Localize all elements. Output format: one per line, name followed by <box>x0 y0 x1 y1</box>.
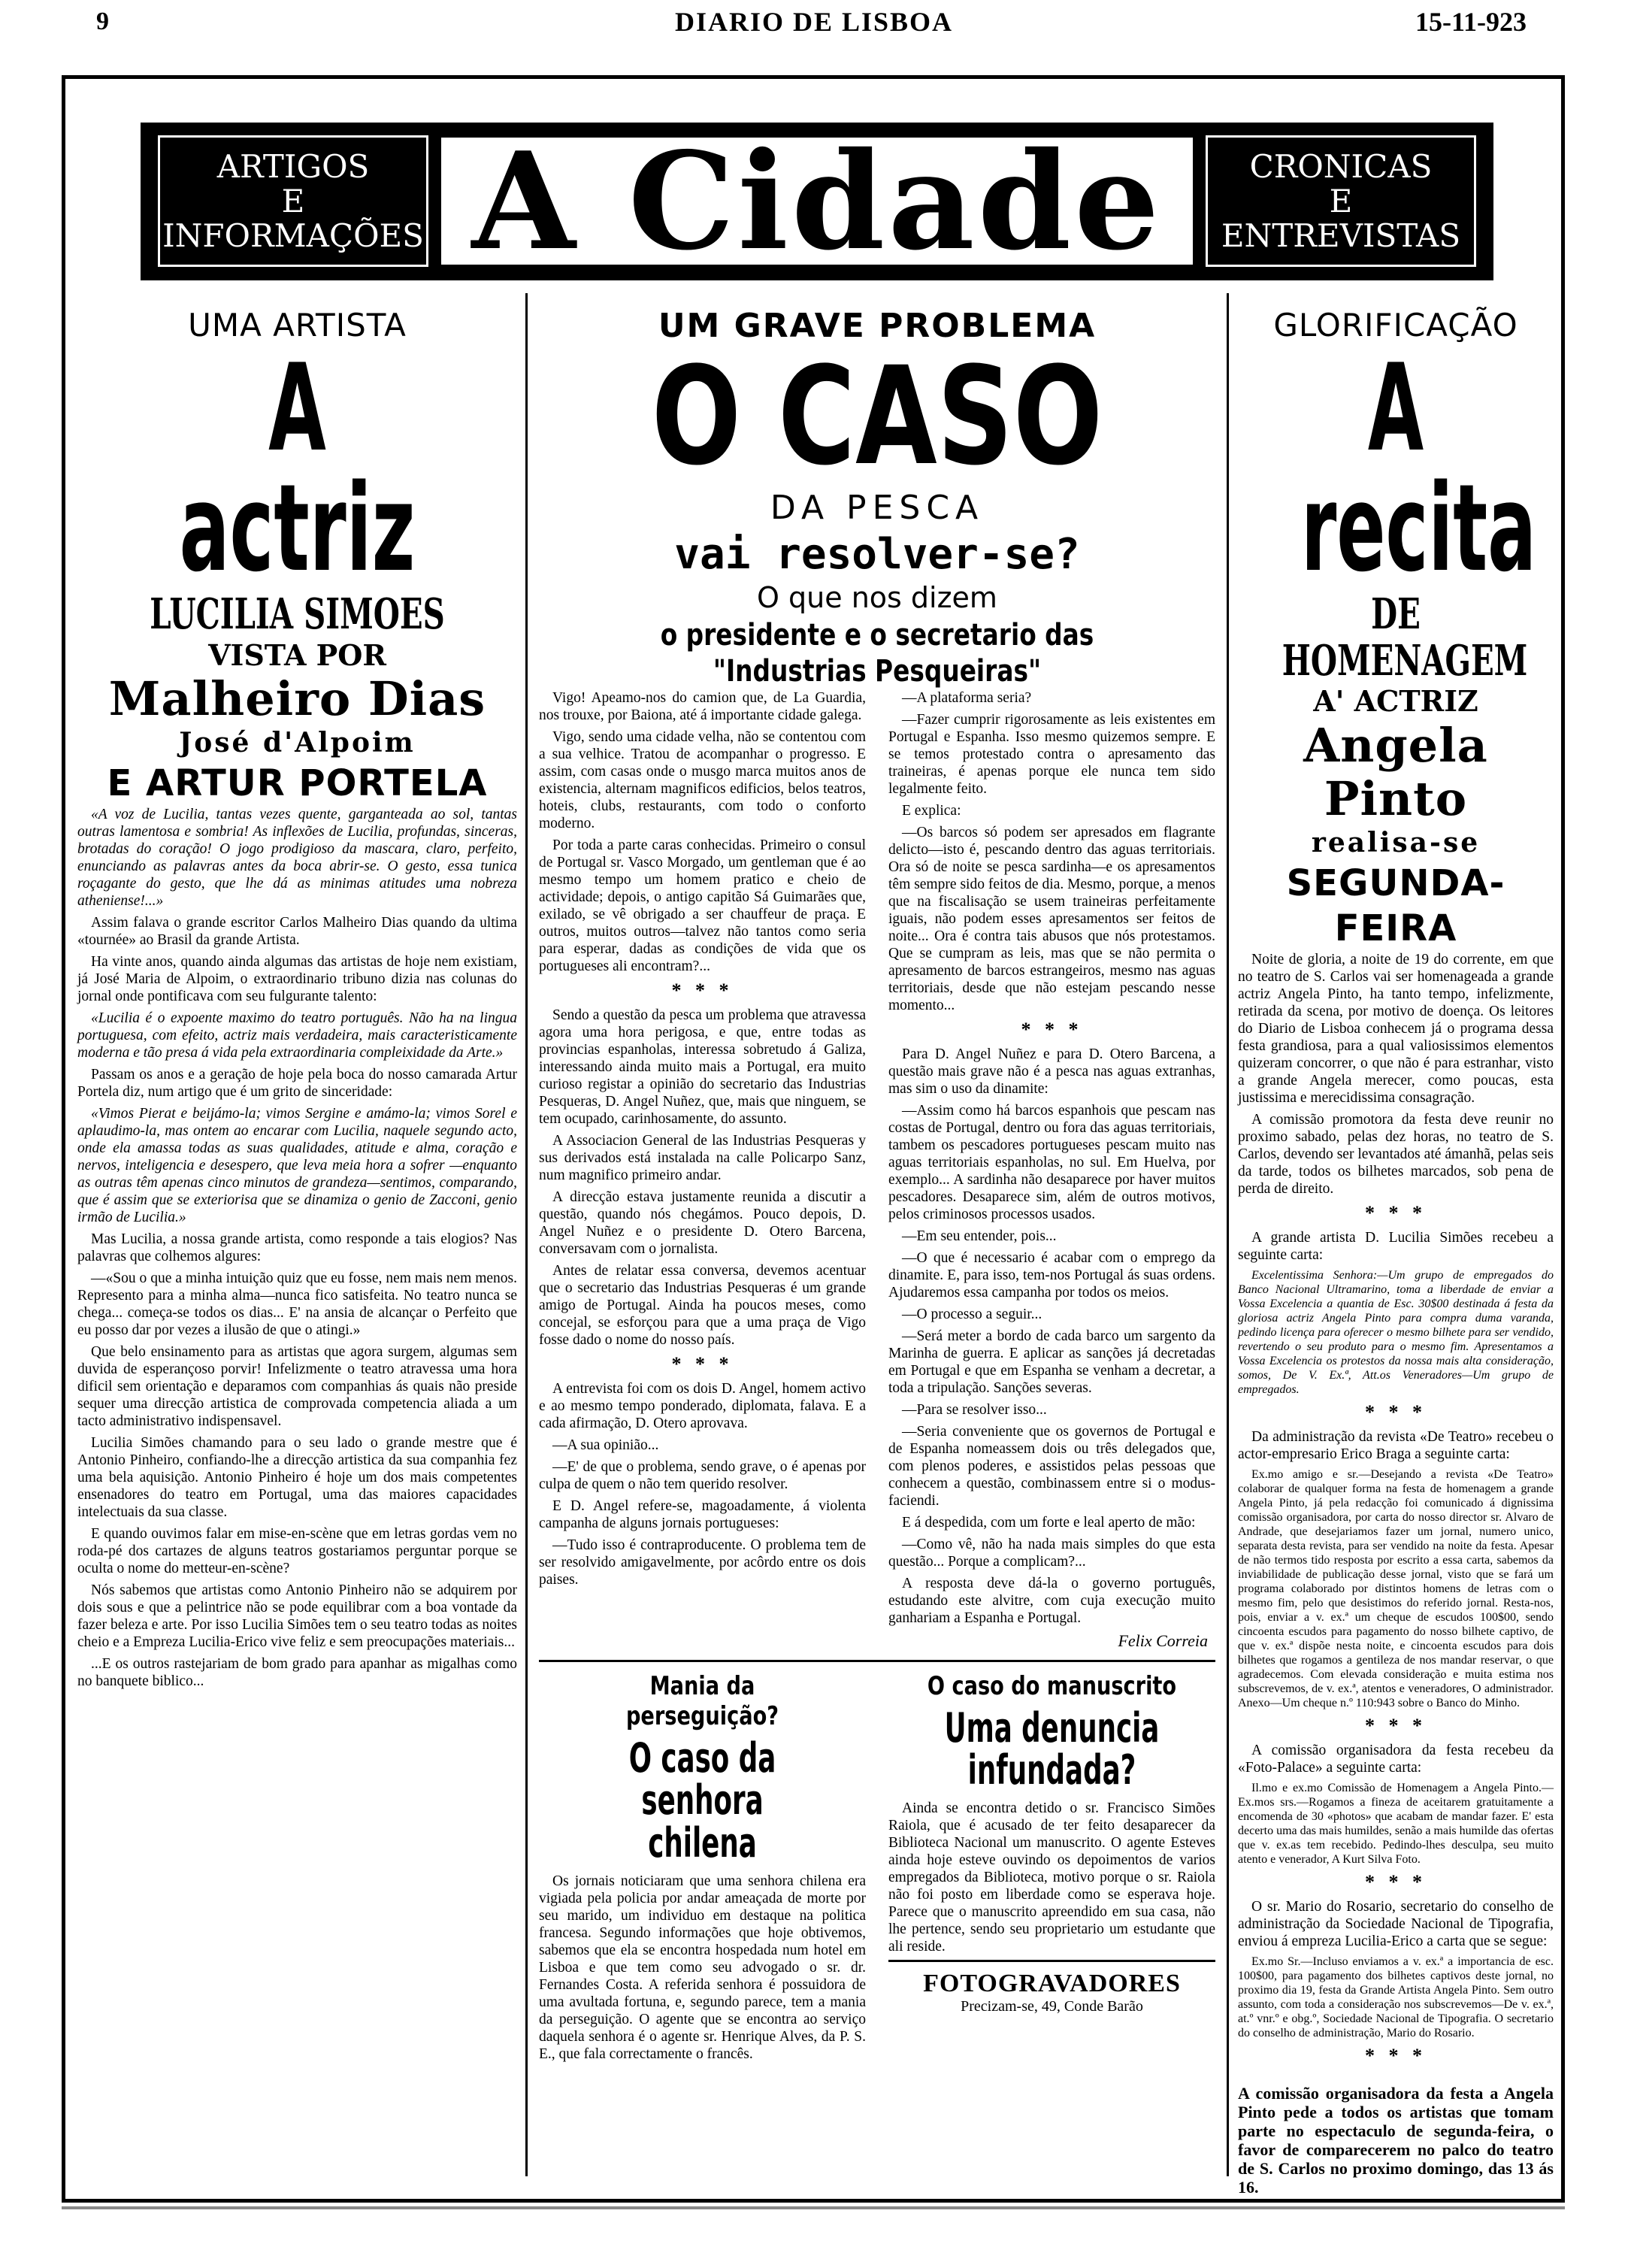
page-header <box>0 0 1628 38</box>
subheadline: VISTA POR <box>208 637 386 672</box>
masthead-left-box <box>158 135 428 267</box>
paragraph: A comissão organisadora da festa recebeu da «Foto-Palace» a seguinte carta: <box>1238 1743 1554 1776</box>
paragraph: A entrevista foi com os dois D. Angel, homem activo e ao mesmo tempo ponderado, diplomata, falava. E a cada afirmação, D. Otero aprovava. <box>539 1380 866 1431</box>
subheadline: realisa-se <box>1311 827 1481 859</box>
subheadline: LUCILIA SIMOES <box>150 589 445 639</box>
news-manuscrito <box>888 1667 1215 2067</box>
column-rule <box>525 293 528 2176</box>
column-rule <box>1227 293 1229 2176</box>
separator: * * * <box>1365 1202 1427 1225</box>
newspaper-name: DIARIO DE LISBOA <box>674 7 954 37</box>
paragraph: Antes de relatar essa conversa, devemos acentuar que o secretario das Industrias Pesqueras é um grande amigo de Portugal. Ainda ha poucos meses, como concejal, se esforçou para que a uma praça de Vigo fosse dado o nome do nosso país. <box>539 1262 866 1348</box>
masthead <box>141 123 1493 280</box>
signature: Felix Correia <box>1118 1631 1208 1650</box>
separator: * * * <box>1365 1401 1427 1424</box>
article-pesca <box>539 293 1215 2176</box>
headline: O CASO <box>651 338 1103 495</box>
paragraph: ...E os outros rastejariam de bom grado para apanhar as migalhas como no banquete biblico... <box>77 1656 517 1690</box>
paragraph: E explica: <box>902 802 961 819</box>
paragraph: —Para se resolver isso... <box>902 1401 1047 1418</box>
paragraph: —Os barcos só podem ser apresados em flagrante delicto—isto é, pescando dentro das aguas territoriais. Ora só de noite se pesca sardinha—e os apresamentos têm sempre sido feitos de dia. Mesmo, porque, a menos que na fiscalisação se usem traineiras perfeitamente iguais, não podem esses apresamentos ser feitos de noite... Ora é contra tais abusos que nós protestamos. Que se cumpram as leis, mas que se não permita o apresamento de barcos estrangeiros, mesmo nas aguas territoriais, desde que não estejam pescando nesse momento... <box>888 824 1215 1013</box>
honoree-name: Angela Pinto <box>1303 717 1488 827</box>
paragraph: —O processo a seguir... <box>902 1306 1042 1322</box>
paragraph: —«Sou o que a minha intuição quiz que eu fosse, nem mais nem menos. Represento para a minha alma—nunca fico satisfeita. No teatro nunca se chega... começa-se todos os dias... E' na ansia de alcançar o Perfeito que eu posso dar por vezes a ilusão de que o atingi.» <box>77 1270 517 1339</box>
masthead-right-line: E <box>1329 182 1353 220</box>
paragraph: —O que é necessario é acabar com o emprego da dinamite. E, para isso, tem-nos Portugal ás suas ordens. Ajudaremos essa campanha por todos os meios. <box>888 1249 1215 1301</box>
article-recita <box>1238 293 1554 2197</box>
masthead-right-line: ENTREVISTAS <box>1221 217 1461 254</box>
paragraph: Ainda se encontra detido o sr. Francisco Simões Raiola, que é acusado de ter feito desaparecer da Biblioteca Nacional um manuscrito. O agente Esteves ainda hoje esteve ouvindo os depoimentos de varios empregados da Biblioteca, motivo porque o sr. Raiola não foi posto em liberdade como se esperava hoje. Parece que o manuscrito apreendido em sua casa, não lhe pertence, sendo seu proprietario um estudante que ali reside. <box>888 1800 1215 1955</box>
paragraph: —Será meter a bordo de cada barco um sargento da Marinha de guerra. E aplicar as sanções já decretadas em Portugal e que em Espanha se venham a decretar, a toda a tripulação. Sanções severas. <box>888 1328 1215 1396</box>
paragraph: A resposta deve dá-la o governo português, estudando este alvitre, com cuja execução muito ganhariam a Espanha e Portugal. <box>888 1575 1215 1626</box>
paragraph: —Fazer cumprir rigorosamente as leis existentes em Portugal e Espanha. Isso mesmo quizemos sempre. E se temos protestado contra o apresamento das traineiras, é apenas porque ele nunca tem sido legalmente feito. <box>888 711 1215 797</box>
author-name: E ARTUR PORTELA <box>107 762 488 805</box>
paragraph: Assim falava o grande escritor Carlos Malheiro Dias quando da ultima «tournée» ao Brasil da grande Artista. <box>77 915 517 949</box>
letter: Ex.mo amigo e sr.—Desejando a revista «De Teatro» colaborar de qualquer forma na festa de homenagem a grande Angela Pinto, já pela redacção foi comunicado á dignissima comissão organisadora, por carta do nosso director sr. Alvaro de Andrade, que desejariamos fazer um jornal, numero unico, separata desta revista, para ser vendido na noite da festa. Apesar de não termos tido resposta por escrito a essa carta, sabemos da inviabilidade de publicação desse jornal, visto que se fará um programa colaborado por distintos homens de letras com o mesmo fim, pelo que desistimos do referido jornal. Resta-nos, pois, enviar a v. ex.ª um cheque de escudos 100$00, sendo cincoenta escudos para pagamento do nosso bilhete captivo, de que v. ex.ª dispõe nesta noite, e cincoenta escudos para dois bilhetes que rogamos a gentileza de nos mandar reservar, o que agradecemos. Com elevada consideração e muita estima nos subscrevemos, de v. ex.ª, atentos e veneradores, O administrador. Anexo—Um cheque n.º 110:943 sobre o Banco do Minho. <box>1238 1468 1554 1710</box>
article-lucilia <box>77 293 517 2176</box>
paragraph: Que belo ensinamento para as artistas que agora surgem, algumas sem duvida de esperançoso porvir! Infelizmente o teatro atravessa uma hora dificil sem orientação e deparamos com companhias ás quais não preside sequer uma direcção artistica de comprovada competencia aliada a um tacto administrativo indispensavel. <box>77 1344 517 1430</box>
masthead-title-box <box>439 122 1195 280</box>
masthead-left-line: INFORMAÇÕES <box>162 217 424 254</box>
ad-text: Precizam-se, 49, Conde Barão <box>961 1998 1143 2015</box>
masthead-left-line: ARTIGOS <box>216 147 370 185</box>
subheadline: vai resolver-se? <box>674 530 1080 580</box>
paragraph: Vigo! Apeamo-nos do camion que, de La Guardia, nos trouxe, por Baiona, até á importante cidade galega. <box>539 689 866 723</box>
page-frame <box>62 75 1565 2203</box>
separator: * * * <box>1365 1871 1427 1894</box>
masthead-right-box <box>1206 135 1476 267</box>
headline: A recita <box>1301 338 1536 598</box>
paragraph: Os jornais noticiaram que uma senhora chilena era vigiada pela policia por andar ameaçada de morte por seu marido, um individuo em destaque na politica francesa. Segundo informações que hoje obtivemos, sabemos que ela se encontra hospedada num hotel em Lisboa e que tem como seu advogado o sr. dr. Fernandes Costa. A referida senhora é possuidora de uma avultada fortuna, e, segundo parece, tem a mania da perseguição. O agente que se encontra ao serviço daquela senhora é o agente sr. Henrique Alves, da P. S. E., que fala correctamente o francês. <box>539 1873 866 2062</box>
paragraph: —E' de que o problema, sendo grave, o é apenas por culpa de quem o não tem querido resolver. <box>539 1458 866 1492</box>
headline: Uma denuncia infundada? <box>944 1703 1160 1794</box>
ad-title: FOTOGRAVADORES <box>923 1970 1181 1998</box>
paragraph: «A voz de Lucilia, tantas vezes quente, garganteada ao sol, tantas outras lamentosa e sombria! As inflexões de Lucilia, profundas, sinceras, brotadas do coração! O jogo prodigioso da mascara, claro, perfeito, enunciando as palavras antes da boca abrir-se. O gesto, essa tunica roçagante do gesto, que lhe dá as minimas atitudes uma nobreza atheniense!...» <box>77 807 517 910</box>
paragraph: Da administração da revista «De Teatro» recebeu o actor-empresario Erico Braga a seguinte carta: <box>1238 1429 1554 1463</box>
text-column <box>888 689 1215 1655</box>
separator: * * * <box>1365 2045 1427 2067</box>
subheadline: DA PESCA <box>770 489 985 527</box>
paragraph: E á despedida, com um forte e leal aperto de mão: <box>902 1514 1196 1531</box>
article-body <box>539 689 1215 1655</box>
headline: O caso da senhora chilena <box>628 1734 776 1867</box>
paragraph: Nós sabemos que artistas como Antonio Pinheiro não se adquirem por dois sous e que a pelintrice não se pode equilibrar com a boa vontade da fazer beleza e arte. Por isso Lucilia Simões tem o seu teatro todas as noites cheio e a Empreza Lucilia-Erico vive feliz e sem preocupações materiais... <box>77 1582 517 1651</box>
letter: Ex.mo Sr.—Incluso enviamos a v. ex.ª a importancia de esc. 100$00, para pagamento dos bilhetes captivos deste jornal, no proximo dia 19, festa da Grande Artista Angela Pinto. Sem outro assunto, com toda a consideração nos subscrevemos—De v. ex.ª, at.º vnr.º e obg.º, Sociedade Nacional de Tipografia. O secretario do conselho de administração, Mario do Rosario. <box>1238 1955 1554 2040</box>
kicker: O caso do manuscrito <box>927 1670 1177 1701</box>
paragraph: —Seria conveniente que os governos de Portugal e de Espanha nomeassem dois ou três delegados que, com plenos poderes, e assistidos pelas pessoas que conhecem a questão, combinassem entre si o modus-faciendi. <box>888 1423 1215 1509</box>
paragraph: Ha vinte anos, quando ainda algumas das artistas de hoje nem existiam, já José Maria de Alpoim, o extraordinario tribuno dizia nas colunas do jornal onde pontificava com seu fulgurante talento: <box>77 954 517 1005</box>
news-chilena <box>539 1667 866 2067</box>
subheadline: SEGUNDA-FEIRA <box>1286 862 1505 950</box>
separator: * * * <box>671 979 734 1001</box>
subheadline: DE HOMENAGEM <box>1282 589 1528 686</box>
kicker: GLORIFICAÇÃO <box>1273 307 1518 344</box>
paragraph: —A sua opinião... <box>552 1437 659 1453</box>
paragraph: A comissão promotora da festa deve reunir no proximo sabado, pelas dez horas, no teatro de S. Carlos, devendo ser levantados até ámanhã, pelas seis da tarde, todos os bilhetes marcados, sob pena de perda de direito. <box>1238 1112 1554 1198</box>
section-title: A Cidade <box>471 122 1163 280</box>
paragraph: —Como vê, não ha nada mais simples do que esta questão... Porque a complicam?... <box>888 1536 1215 1570</box>
masthead-right-line: CRONICAS <box>1249 147 1433 185</box>
paragraph: «Lucilia é o expoente maximo do teatro português. Não ha na lingua portuguesa, com efeito, actriz mais verdadeira, mais caracteristicamente moderna e tão presa á vida pela extraordinaria compleixidade da Arte.» <box>77 1010 517 1061</box>
paragraph: —Em seu entender, pois... <box>902 1228 1057 1244</box>
subheadline: O que nos dizem <box>757 581 997 615</box>
headline: A actriz <box>179 338 416 598</box>
separator: * * * <box>671 1352 734 1375</box>
separator: * * * <box>1365 1715 1427 1737</box>
paragraph: A direcção estava justamente reunida a discutir a questão, quando nós chegámos. Pouco depois, D. Angel Nuñez e o presidente D. Otero Barcena, conversavam com o jornalista. <box>539 1189 866 1257</box>
paragraph: «Vimos Pierat e beijámo-la; vimos Sergine e amámo-la; vimos Sorel e aplaudimo-la, mas ontem ao encarar com Lucilia, naquele segundo acto, onde ela amassa todas as suas qualidades, atitude e alma, coração e nervos, inteligencia e desespero, que leva meia hora a sofrer —enquanto as outras têm apenas cinco minutos de grandeza—sentimos, comparando, que é assim que se exteriorisa que se dinamiza o genio de Zacconi, genio irmão de Lucilia.» <box>77 1106 517 1226</box>
masthead-left-line: E <box>281 182 305 220</box>
paragraph: Por toda a parte caras conhecidas. Primeiro o consul de Portugal sr. Vasco Morgado, um gentleman que é ao mesmo tempo um homem pratico e cheio de actividade; depois, o antigo capitão Sá Guimarães que, exilado, se vê obrigado a ser chauffeur de praça. E outros, muitos outros—talvez não tantos como seria para esperar, dadas as condições de vida que os portugueses ali encontram?... <box>539 837 866 974</box>
divider <box>539 1660 1215 1662</box>
paragraph: Vigo, sendo uma cidade velha, não se contentou com a sua velhice. Tratou de acompanhar o progresso. E assim, com casas onde o musgo marca muitos anos de existencia, alternam magnificos edificios, belos teatros, hoteis, clubs, restaurants, com todo o conforto moderno. <box>539 728 866 831</box>
subheadline: A' ACTRIZ <box>1313 684 1478 719</box>
notice: A comissão organisadora da festa a Angela Pinto pede a todos os artistas que tomam parte no espectaculo de segunda-feira, o favor de comparecerem no palco do teatro de S. Carlos no proximo domingo, das 13 ás 16. <box>1238 2084 1554 2197</box>
paragraph: E D. Angel refere-se, magoadamente, á violenta campanha de alguns jornais portugueses: <box>539 1497 866 1531</box>
kicker: Mania da perseguição? <box>625 1670 779 1731</box>
page-number: 9 <box>96 8 109 35</box>
bottom-rule <box>62 2206 1565 2209</box>
kicker: UM GRAVE PROBLEMA <box>658 307 1097 345</box>
issue-date: 15-11-923 <box>1415 7 1527 37</box>
paragraph: Noite de gloria, a noite de 19 do corrente, em que no teatro de S. Carlos vai ser homenageada a grande actriz Angela Pinto, ha tanto tempo, infelizmente, retirada da scena, por motivo de doença. Os leitores do Diario de Lisboa conhecem já o programa dessa festa grandiosa, para a qual valiosissimos elementos quizeram concorrer, o que não é para estranhar, visto a grande Angela merecer, como poucas, esta justissima e merecidissima consagração. <box>1238 952 1554 1107</box>
paragraph: E quando ouvimos falar em mise-en-scène que em letras gordas vem no roda-pé dos cartazes de alguns teatros gostariamos perguntar porque se oculta o nome do metteur-en-scène? <box>77 1526 517 1577</box>
separator: * * * <box>1021 1018 1083 1040</box>
paragraph: Mas Lucilia, a nossa grande artista, como responde a tais elogios? Nas palavras que colhemos algures: <box>77 1231 517 1265</box>
paragraph: —Tudo isso é contraproducente. O problema tem de ser resolvido amigavelmente, por acôrdo entre os dois paises. <box>539 1537 866 1588</box>
divider <box>888 1960 1215 1962</box>
short-news <box>539 1667 1215 2067</box>
paragraph: —Assim como há barcos espanhois que pescam nas costas de Portugal, dentro ou fora das aguas territoriais, tambem os pescadores portugueses pescam muito nas aguas territoriais espanholas, no sul. Em Huelva, por exemplo... A sardinha não desaparece por haver muitos pescadores. Desaparece sim, além de outros motivos, pelos criminosos processos usados. <box>888 1102 1215 1222</box>
text-column <box>539 689 866 1655</box>
paragraph: —A plataforma seria? <box>902 689 1032 706</box>
paragraph: Passam os anos e a geração de hoje pela boca do nosso camarada Artur Portela diz, num artigo que é um grito de sinceridade: <box>77 1067 517 1101</box>
paragraph: A grande artista D. Lucilia Simões recebeu a seguinte carta: <box>1238 1230 1554 1264</box>
author-name: Malheiro Dias <box>108 671 486 727</box>
letter: Il.mo e ex.mo Comissão de Homenagem a Angela Pinto.—Ex.mos srs.—Rogamos a fineza de aceitarem gratuitamente a encomenda de 30 «photos» que acabam de mandar fazer. E' esta decerto uma das mais humildes, senão a mais humilde das ofertas que v. ex.as tem recebido. Pedindo-lhes desculpa, seu muito atento e venerador, A Kurt Silva Foto. <box>1238 1782 1554 1867</box>
paragraph: Lucilia Simões chamando para o seu lado o grande mestre que é Antonio Pinheiro, confiando-lhe a direcção artistica da sua companhia fez uma bela aquisição. Antonio Pinheiro é hoje um dos mais competentes ensenadores do teatro em Portugal, uma das maiores capacidades intelectuais da sua classe. <box>77 1435 517 1521</box>
subheadline: o presidente e o secretario das "Industrias Pesqueiras" <box>660 617 1094 689</box>
kicker: UMA ARTISTA <box>188 307 407 344</box>
author-name: José d'Alpoim <box>179 727 416 759</box>
paragraph: Para D. Angel Nuñez e para D. Otero Barcena, a questão mais grave não é a pesca nas aguas extranhas, mas sim o uso da dinamite: <box>888 1046 1215 1097</box>
paragraph: O sr. Mario do Rosario, secretario do conselho de administração da Sociedade Nacional de Tipografia, enviou á empreza Lucilia-Erico a carta que se segue: <box>1238 1899 1554 1950</box>
paragraph: Sendo a questão da pesca um problema que atravessa agora uma hora perigosa, e que, entre todas as provincias espanholas, interessa sobretudo á Galiza, interessando ainda muito mais a Portugal, era muito curioso registar a opinião do secretario das Industrias Pesqueras, D. Angel Nuñez, que, mais que ninguem, se tem ocupado, carinhosamente, do assunto. <box>539 1007 866 1127</box>
letter: Excelentissima Senhora:—Um grupo de empregados do Banco Nacional Ultramarino, toma a liberdade de enviar a Vossa Excelencia a quantia de Esc. 30$00 destinada á festa da gloriosa actriz Angela Pinto para compra duma varanda, pedindo licença para oferecer o mesmo bilhete para ser vendido, revertendo o seu produto para o mesmo fim. Apresentamos a Vossa Excelencia os protestos da nossa mais alta consideração, somos, De V. Ex.ª, Att.os Veneradores—Um grupo de empregados. <box>1238 1269 1554 1397</box>
paragraph: A Associacion General de las Industrias Pesqueras y sus derivados está instalada na calle Policarpo Sanz, num magnifico primeiro andar. <box>539 1132 866 1183</box>
